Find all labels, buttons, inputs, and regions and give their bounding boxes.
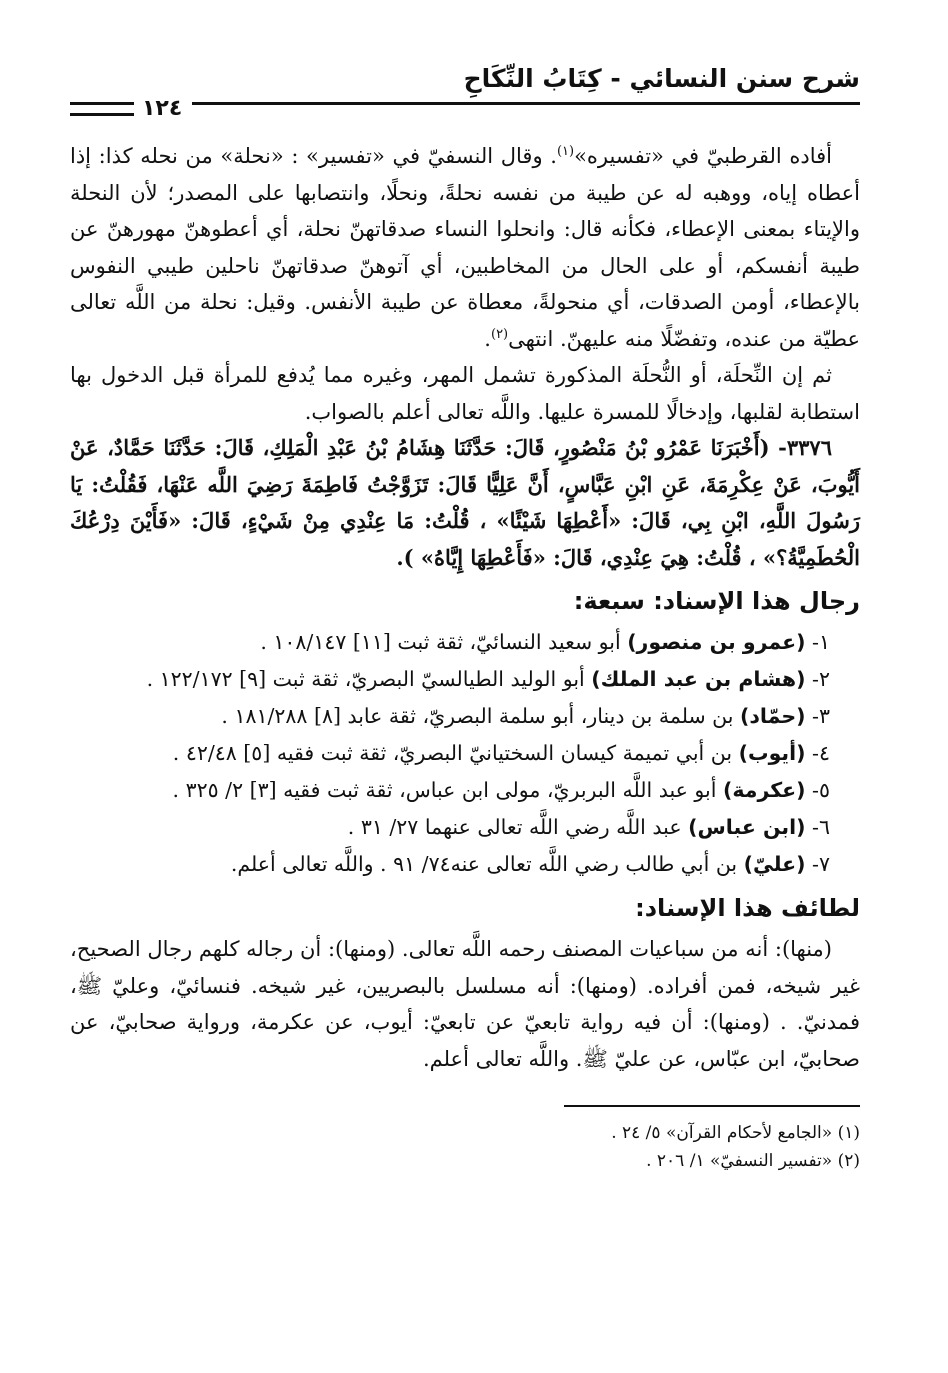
narrators-list xyxy=(70,624,860,883)
paragraph-text: . وقال النسفيّ في «تفسير» : «نحلة» من نحله كذا: إذا أعطاه إياه، ووهبه له عن طيبة من نفسه نحلةً، ونحلًا، وانتصابها على المصدر؛ لأن النحلة والإيتاء بمعنى الإعطاء، فكأنه قال: وانحلوا النساء صدقاتهنّ نحلة، أي أعطوهنّ مهورهنّ عن طيبة أنفسكم، أو على الحال من المخاطبين، أي آتوهنّ صدقاتهنّ ناحلين طيبي النفوس بالإعطاء، أومن الصدقات، أي منحولةً، معطاة عن طيبة الأنفس. وقيل: نحلة من اللَّه تعالى عطيّة من عنده، وتفضّلًا منه عليهنّ. انتهى xyxy=(70,144,861,351)
list-item xyxy=(70,772,830,809)
narrators-heading: رجال هذا الإسناد: سبعة: xyxy=(573,587,860,615)
main-text xyxy=(70,138,860,1077)
hadith-text: ٣٣٧٦- (أَخْبَرَنَا عَمْرُو بْنُ مَنْصُورٍ، قَالَ: حَدَّثَنَا هِشَامُ بْنُ عَبْدِ الْمَلِكِ، قَالَ: حَدَّثَنَا حَمَّادٌ، عَنْ أَيُّوبَ، عَنْ عِكْرِمَةَ، عَنِ ابْنِ عَبَّاسٍ، أَنَّ عَلِيًّا قَالَ: تَزَوَّجْتُ فَاطِمَةَ رَضِيَ اللَّه عَنْهَا، فَقُلْتُ: يَا رَسُولَ اللَّهِ، ابْنِ بِي، قَالَ: «أَعْطِهَا شَيْئًا» ، قُلْتُ: مَا عِنْدِي مِنْ شَيْءٍ، قَالَ: «فَأَيْنَ دِرْعُكَ الْحُطَمِيَّةُ؟» ، قُلْتُ: هِيَ عِنْدِي، قَالَ: «فَأَعْطِهَا إِيَّاهُ» ). xyxy=(70,435,860,570)
footnotes xyxy=(70,1119,860,1175)
narrator-desc: بن سلمة بن دينار، أبو سلمة البصريّ، ثقة عابد [٨] ١٨١/٢٨٨ . xyxy=(221,704,734,728)
lataif-text: (منها): أنه من سباعيات المصنف رحمه اللَّه تعالى. (ومنها): أن رجاله كلهم رجال الصحيح، غير شيخه، فمن أفراده. (ومنها): أنه مسلسل بالبصريين، غير شيخه. فنسائيّ، وعليّ ﷺ، فمدنيّ. . (ومنها): أن فيه رواية تابعيّ عن تابعيّ: أيوب، عن عكرمة، ورواية صحابيّ، عن صحابيّ، ابن عبّاس، عن عليّ ﷺ. واللَّه تعالى أعلم. xyxy=(70,937,860,1071)
footnote-ref-2: (٢) xyxy=(490,326,509,342)
narrator-desc: أبو عبد اللَّه البربريّ، مولى ابن عباس، ثقة ثبت فقيه [٣] ٢/ ٣٢٥ . xyxy=(172,778,717,802)
narrator-desc: أبو سعيد النسائيّ، ثقة ثبت [١١] ١٠٨/١٤٧ . xyxy=(260,630,621,654)
narrator-desc: بن أبي تميمة كيسان السختيانيّ البصريّ، ثقة ثبت فقيه [٥] ٤٢/٤٨ . xyxy=(172,741,733,765)
narrator-name: (عليّ) xyxy=(743,852,806,876)
narrator-name: (ابن عباس) xyxy=(688,815,806,839)
page-number: ١٢٤ xyxy=(142,96,183,121)
list-item xyxy=(70,735,830,772)
list-item xyxy=(70,698,830,735)
narrator-desc: عبد اللَّه رضي اللَّه تعالى عنهما ٢٧/ ٣١ . xyxy=(347,815,682,839)
footnote-separator xyxy=(564,1105,860,1107)
narrator-desc: بن أبي طالب رضي اللَّه تعالى عنه٧٤/ ٩١ . واللَّه تعالى أعلم. xyxy=(230,852,738,876)
narrator-name: (عكرمة) xyxy=(722,778,806,802)
paragraph-text: أفاده القرطبيّ في «تفسيره» xyxy=(574,144,832,168)
narrator-name: (أيوب) xyxy=(738,741,806,765)
list-item xyxy=(70,661,830,698)
item-number: ٧- xyxy=(812,852,830,876)
footnote-2: (٢) «تفسير النسفيّ» ١/ ٢٠٦ . xyxy=(646,1151,860,1171)
narrator-name: (عمرو بن منصور) xyxy=(627,630,806,654)
item-number: ٥- xyxy=(812,778,830,802)
lataif-heading: لطائف هذا الإسناد: xyxy=(635,894,860,922)
page-number-ornament xyxy=(70,102,134,116)
list-item xyxy=(70,809,830,846)
paragraph-nihla: ثم إن النِّحلَة، أو النُّحلَة المذكورة تشمل المهر، وغيره مما يُدفع للمرأة قبل الدخول بها استطابة لقلبها، وإدخالًا للمسرة عليها. واللَّه تعالى أعلم بالصواب. xyxy=(70,363,860,424)
item-number: ٢- xyxy=(812,667,830,691)
paragraph-text: . xyxy=(484,326,491,351)
footnote-ref-1: (١) xyxy=(556,144,575,159)
page-number-block xyxy=(70,96,192,121)
item-number: ١- xyxy=(812,630,830,654)
narrator-name: (حمّاد) xyxy=(740,704,806,728)
item-number: ٣- xyxy=(812,704,830,728)
paragraph-tafsir xyxy=(70,138,860,357)
list-item xyxy=(70,846,830,883)
narrator-name: (هشام بن عبد الملك) xyxy=(591,667,806,691)
list-item xyxy=(70,624,830,661)
item-number: ٦- xyxy=(812,815,830,839)
item-number: ٤- xyxy=(812,741,830,765)
book-page xyxy=(70,60,860,1175)
narrator-desc: أبو الوليد الطيالسيّ البصريّ، ثقة ثبت [٩] ١٢٢/١٧٢ . xyxy=(146,667,585,691)
footnote-1: (١) «الجامع لأحكام القرآن» ٥/ ٢٤ . xyxy=(611,1123,860,1143)
running-title: شرح سنن النسائي - كِتَابُ النِّكَاحِ xyxy=(463,64,860,93)
page-header xyxy=(70,60,860,120)
